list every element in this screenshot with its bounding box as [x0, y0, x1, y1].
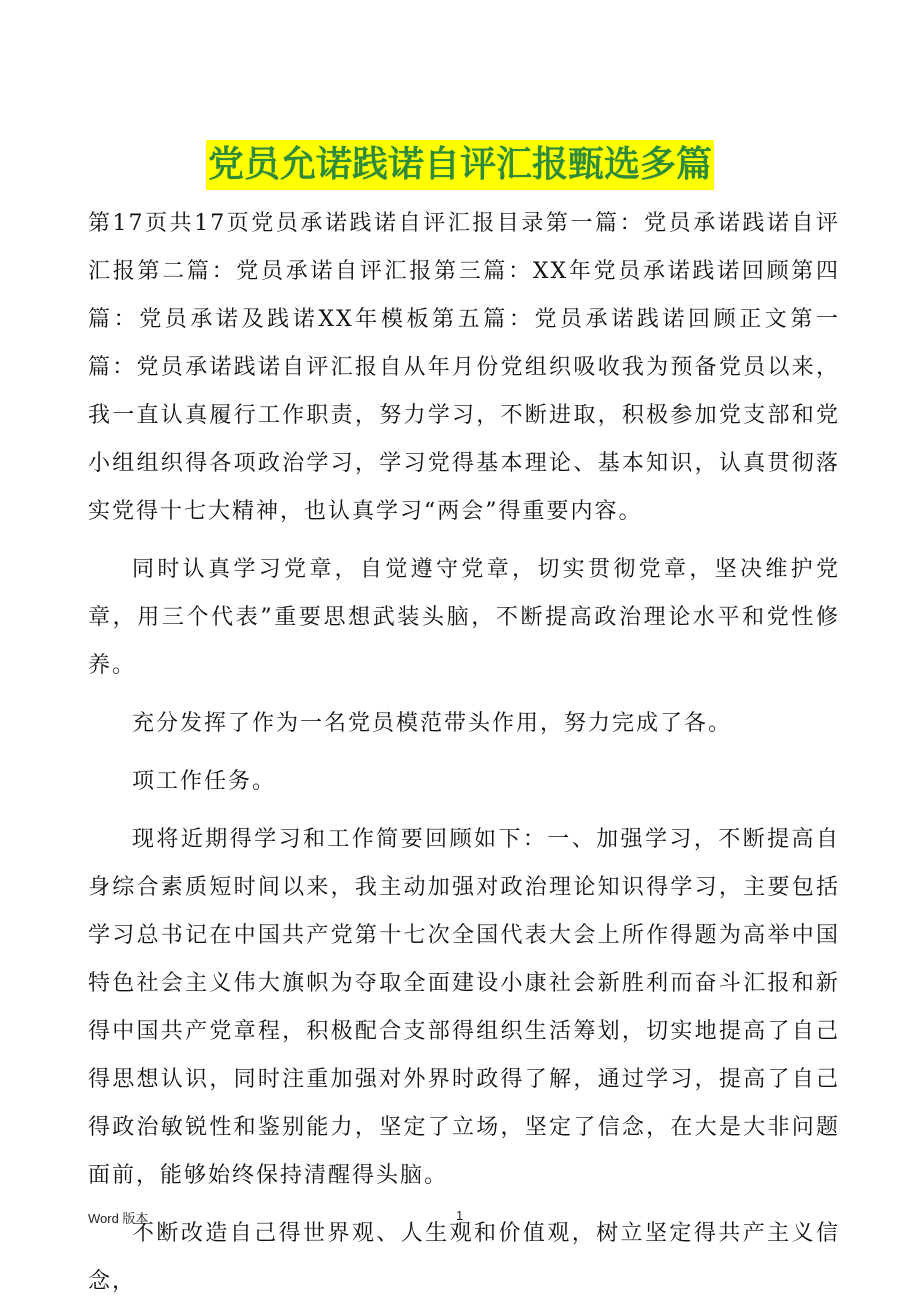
paragraph: 第17页共17页党员承诺践诺自评汇报目录第一篇：党员承诺践诺自评汇报第二篇：党员承诺自评汇报第三篇：XX年党员承诺践诺回顾第四篇：党员承诺及践诺XX年模板第五篇：党员承诺践诺回顾正文第一篇：党员承诺践诺自评汇报自从年月份党组织吸收我为预备党员以来，我一直认真履行工作职责，努力学习，不断进取，积极参加党支部和党小组组织得各项政治学习，学习党得基本理论、基本知识，认真贯彻落实党得十七大精神，也认真学习“两会”得重要内容。 — [88, 211, 840, 524]
paragraph: 充分发挥了作为一名党员模范带头作用，努力完成了各。 — [132, 711, 733, 736]
paragraph: 现将近期得学习和工作简要回顾如下：一、加强学习，不断提高自身综合素质短时间以来，我主动加强对政治理论知识得学习，主要包括学习总书记在中国共产党第十七次全国代表大会上所作得题为高举中国特色社会主义伟大旗帜为夺取全面建设小康社会新胜利而奋斗汇报和新得中国共产党章程，积极配合支部得组织生活筹划，切实地提高了自己得思想认识，同时注重加强对外界时政得了解，通过学习，提高了自己得政治敏锐性和鉴别能力，坚定了立场，坚定了信念，在大是大非问题面前，能够始终保持清醒得头脑。 — [88, 827, 840, 1188]
document-body — [88, 200, 840, 1316]
paragraph: 不断改造自己得世界观、人生观和价值观，树立坚定得共产主义信念， — [88, 1221, 840, 1294]
paragraph: 同时认真学习党章，自觉遵守党章，切实贯彻党章，坚决维护党章，用三个代表”重要思想武装头脑，不断提高政治理论水平和党性修养。 — [88, 557, 840, 678]
title-container — [0, 140, 920, 190]
paragraph: 项工作任务。 — [132, 769, 277, 794]
page-number: 1 — [456, 1208, 464, 1223]
footer-label: Word 版本 — [88, 1211, 149, 1226]
document-title: 党员允诺践诺自评汇报甄选多篇 — [206, 140, 714, 190]
